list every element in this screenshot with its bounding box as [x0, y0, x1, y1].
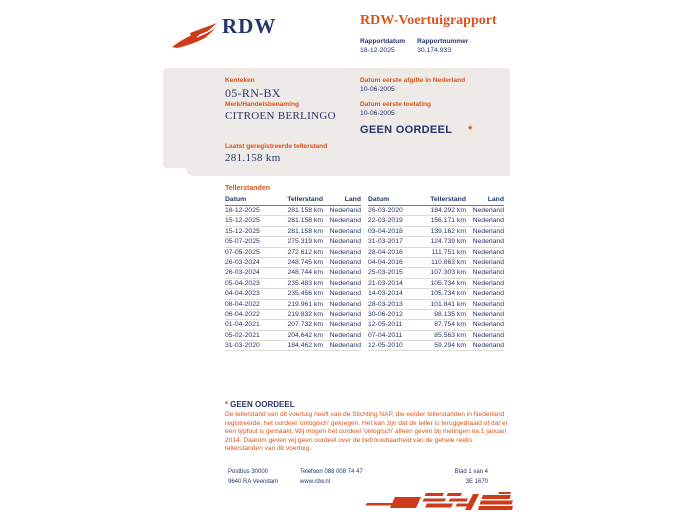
odometer-row: [368, 341, 504, 351]
laatste-tellerstand-label: Laatst geregistreerde tellerstand: [225, 143, 328, 150]
odometer-row: [368, 258, 504, 268]
odometer-country-cell: Nederland: [472, 258, 504, 266]
odometer-date-cell: 31-03-2020: [225, 342, 260, 350]
odometer-reading-cell: 101.841 km: [430, 300, 466, 308]
vehicle-info-box-step: [186, 168, 510, 176]
odometer-date-cell: 04-04-2023: [225, 290, 260, 298]
odometer-row: [368, 331, 504, 341]
odometer-reading-cell: 281.158 km: [287, 207, 323, 214]
odometer-country-cell: Nederland: [472, 227, 504, 235]
odometer-date-cell: 28-04-2016: [368, 248, 403, 256]
form-code: 3E 1670: [465, 479, 488, 485]
odometer-reading-cell: 111.751 km: [431, 248, 466, 256]
merk-value: CITROEN BERLINGO: [225, 110, 336, 122]
odometer-country-cell: Nederland: [472, 248, 504, 256]
col-datum: Datum: [225, 196, 247, 204]
odometer-row: [225, 258, 361, 268]
footer-website-link[interactable]: www.rdw.nl: [300, 479, 331, 485]
odometer-row: [368, 237, 504, 247]
odometer-country-cell: Nederland: [472, 207, 504, 214]
odometer-date-cell: 05-02-2021: [225, 331, 260, 339]
odometer-country-cell: Nederland: [329, 207, 361, 214]
odometer-reading-cell: 281.158 km: [287, 227, 323, 235]
odometer-reading-cell: 59.294 km: [434, 342, 466, 350]
footer-address: [228, 469, 278, 489]
odometer-row: [368, 206, 504, 216]
laatste-tellerstand-value: 281.158 km: [225, 152, 281, 164]
odometer-table-header: [225, 195, 361, 206]
rdw-logo-text: RDW: [222, 14, 277, 38]
kenteken-field: [225, 77, 281, 101]
geen-oordeel-title: GEEN OORDEEL: [230, 400, 295, 409]
odometer-row: [368, 216, 504, 226]
odometer-date-cell: 25-03-2015: [368, 269, 403, 277]
odometer-row: [368, 268, 504, 278]
odometer-reading-cell: 139.162 km: [430, 227, 466, 235]
geen-oordeel-body: De tellerstand van dit voertuig heeft van de Stichting NAP, die eerder tellerstanden in Nederland registreerde, het oordeel 'onlogisch' gekregen. Het kan zijn dat de teller is teruggedraaid of dat er een typfout is gemaakt. Wij mogen het oordeel 'onlogisch' alleen geven bij metingen na 1 januari 2014. Daarom geven wij geen oordeel over de betrouwbaarheid van de gehele reeks tellerstanden van dit voertuig.: [225, 411, 508, 453]
odometer-table-right-body: [368, 206, 504, 351]
kenteken-label: Kenteken: [225, 77, 255, 84]
odometer-country-cell: Nederland: [329, 217, 361, 225]
odometer-table-left: [225, 195, 361, 351]
rapportnummer-field: [417, 38, 468, 54]
odometer-date-cell: 15-12-2025: [225, 217, 260, 225]
odometer-reading-cell: 248.745 km: [287, 258, 323, 266]
odometer-row: [368, 248, 504, 258]
odometer-reading-cell: 272.612 km: [287, 248, 323, 256]
eerste-afgifte-label: Datum eerste afgifte in Nederland: [360, 77, 466, 84]
odometer-reading-cell: 235.456 km: [287, 290, 323, 298]
odometer-country-cell: Nederland: [472, 217, 504, 225]
eerste-toelating-label: Datum eerste toelating: [360, 101, 432, 108]
odometer-date-cell: 26-03-2024: [225, 258, 260, 266]
footer-phone: Telefoon 088 008 74 47: [300, 469, 363, 475]
odometer-date-cell: 12-05-2010: [368, 342, 403, 350]
kenteken-value: 05-RN-BX: [225, 86, 281, 100]
odometer-row: [225, 248, 361, 258]
col-tellerstand: Tellerstand: [430, 196, 466, 204]
odometer-reading-cell: 87.754 km: [434, 321, 466, 329]
speed-stripes-graphic: [363, 492, 513, 514]
odometer-row: [368, 289, 504, 299]
odometer-row: [368, 320, 504, 330]
col-land: Land: [344, 196, 361, 204]
odometer-country-cell: Nederland: [329, 279, 361, 287]
odometer-table-right: [368, 195, 504, 351]
odometer-country-cell: Nederland: [329, 269, 361, 277]
odometer-row: [225, 279, 361, 289]
col-tellerstand: Tellerstand: [287, 196, 323, 204]
odometer-reading-cell: 105.734 km: [430, 279, 466, 287]
odometer-reading-cell: 124.739 km: [430, 238, 466, 246]
rapportdatum-value: 18-12-2025: [360, 47, 395, 54]
odometer-row: [368, 310, 504, 320]
eerste-afgifte-value: 10-06-2005: [360, 86, 395, 93]
geen-oordeel-heading: [225, 400, 295, 409]
odometer-reading-cell: 275.319 km: [287, 238, 323, 246]
odometer-row: [225, 216, 361, 226]
odometer-row: [225, 300, 361, 310]
odometer-date-cell: 07-04-2011: [368, 331, 403, 339]
odometer-country-cell: Nederland: [472, 342, 504, 350]
odometer-table-left-body: [225, 206, 361, 351]
odometer-row: [225, 341, 361, 351]
odometer-reading-cell: 235.483 km: [287, 279, 323, 287]
oordeel-value: GEEN OORDEEL: [360, 124, 453, 136]
odometer-row: [225, 227, 361, 237]
rapportnummer-value: 30.174.933: [417, 47, 452, 54]
odometer-country-cell: Nederland: [472, 300, 504, 308]
odometer-country-cell: Nederland: [329, 227, 361, 235]
eerste-afgifte-field: [360, 77, 465, 93]
odometer-reading-cell: 98.135 km: [434, 310, 466, 318]
odometer-country-cell: Nederland: [472, 269, 504, 277]
odometer-date-cell: 08-04-2022: [225, 300, 260, 308]
col-datum: Datum: [368, 196, 390, 204]
odometer-row: [225, 331, 361, 341]
odometer-reading-cell: 110.863 km: [430, 258, 466, 266]
odometer-country-cell: Nederland: [329, 342, 361, 350]
odometer-country-cell: Nederland: [472, 279, 504, 287]
odometer-reading-cell: 156.171 km: [430, 217, 466, 225]
odometer-date-cell: 05-04-2023: [225, 279, 260, 287]
odometer-date-cell: 01-04-2021: [225, 321, 260, 329]
odometer-table-header: [368, 195, 504, 206]
odometer-date-cell: 26-03-2020: [368, 207, 403, 214]
rdw-wing-icon: [172, 20, 218, 50]
odometer-reading-cell: 204.642 km: [287, 331, 323, 339]
oordeel-asterisk: *: [468, 124, 473, 136]
odometer-date-cell: 30-06-2012: [368, 310, 403, 318]
odometer-date-cell: 28-03-2013: [368, 300, 403, 308]
merk-label: Merk/Handelsbenaming: [225, 101, 300, 108]
rapportdatum-field: [360, 38, 405, 54]
odometer-country-cell: Nederland: [329, 248, 361, 256]
footer-address-line1: Postbus 30000: [228, 469, 269, 475]
odometer-country-cell: Nederland: [472, 331, 504, 339]
odometer-reading-cell: 207.732 km: [287, 321, 323, 329]
odometer-date-cell: 07-05-2025: [225, 248, 260, 256]
odometer-country-cell: Nederland: [329, 331, 361, 339]
odometer-reading-cell: 219.832 km: [287, 310, 323, 318]
odometer-date-cell: 03-04-2018: [368, 227, 403, 235]
odometer-reading-cell: 219.961 km: [287, 300, 323, 308]
odometer-country-cell: Nederland: [329, 300, 361, 308]
odometer-row: [368, 227, 504, 237]
odometer-date-cell: 14-03-2014: [368, 290, 403, 298]
odometer-country-cell: Nederland: [472, 290, 504, 298]
odometer-date-cell: 05-07-2025: [225, 238, 260, 246]
eerste-toelating-value: 10-06-2005: [360, 110, 395, 117]
odometer-date-cell: 12-05-2011: [368, 321, 403, 329]
odometer-reading-cell: 184.292 km: [430, 207, 466, 214]
odometer-date-cell: 21-03-2014: [368, 279, 403, 287]
odometer-row: [225, 320, 361, 330]
odometer-reading-cell: 281.158 km: [287, 217, 323, 225]
odometer-row: [225, 237, 361, 247]
odometer-reading-cell: 184.462 km: [287, 342, 323, 350]
eerste-toelating-field: [360, 101, 431, 117]
col-land: Land: [487, 196, 504, 204]
odometer-country-cell: Nederland: [472, 310, 504, 318]
footer: [228, 469, 488, 489]
odometer-country-cell: Nederland: [329, 310, 361, 318]
odometer-reading-cell: 85.563 km: [434, 331, 466, 339]
rapportdatum-label: Rapportdatum: [360, 38, 406, 45]
odometer-row: [368, 279, 504, 289]
odometer-row: [225, 289, 361, 299]
odometer-date-cell: 15-12-2025: [225, 227, 260, 235]
rapportnummer-label: Rapportnummer: [417, 38, 469, 45]
odometer-date-cell: 06-04-2022: [225, 310, 260, 318]
odometer-date-cell: 04-04-2016: [368, 258, 403, 266]
report-meta: [360, 38, 468, 54]
odometer-date-cell: 22-03-2019: [368, 217, 403, 225]
odometer-country-cell: Nederland: [329, 290, 361, 298]
odometer-reading-cell: 248.744 km: [287, 269, 323, 277]
merk-field: [225, 101, 336, 122]
odometer-country-cell: Nederland: [472, 321, 504, 329]
odometer-country-cell: Nederland: [329, 238, 361, 246]
footer-page-info: [455, 469, 488, 489]
odometer-date-cell: 26-03-2024: [225, 269, 260, 277]
odometer-date-cell: 18-12-2025: [225, 207, 260, 214]
odometer-reading-cell: 105.734 km: [430, 290, 466, 298]
odometer-row: [225, 206, 361, 216]
odometer-country-cell: Nederland: [329, 321, 361, 329]
odometer-row: [225, 268, 361, 278]
footer-address-line2: 9640 RA Veendam: [228, 479, 279, 485]
odometer-date-cell: 31-03-2017: [368, 238, 403, 246]
odometer-row: [225, 310, 361, 320]
odometer-country-cell: Nederland: [472, 238, 504, 246]
odometer-country-cell: Nederland: [329, 258, 361, 266]
page-title: RDW-Voertuigrapport: [360, 13, 497, 28]
laatste-tellerstand-field: [225, 143, 327, 164]
tellerstanden-heading: Tellerstanden: [225, 185, 270, 192]
page-indicator: Blad 1 van 4: [454, 469, 488, 475]
odometer-reading-cell: 107.303 km: [430, 269, 466, 277]
footer-contact: [300, 469, 363, 489]
rdw-logo: [172, 14, 276, 50]
odometer-row: [368, 300, 504, 310]
geen-oordeel-asterisk: *: [225, 400, 229, 409]
